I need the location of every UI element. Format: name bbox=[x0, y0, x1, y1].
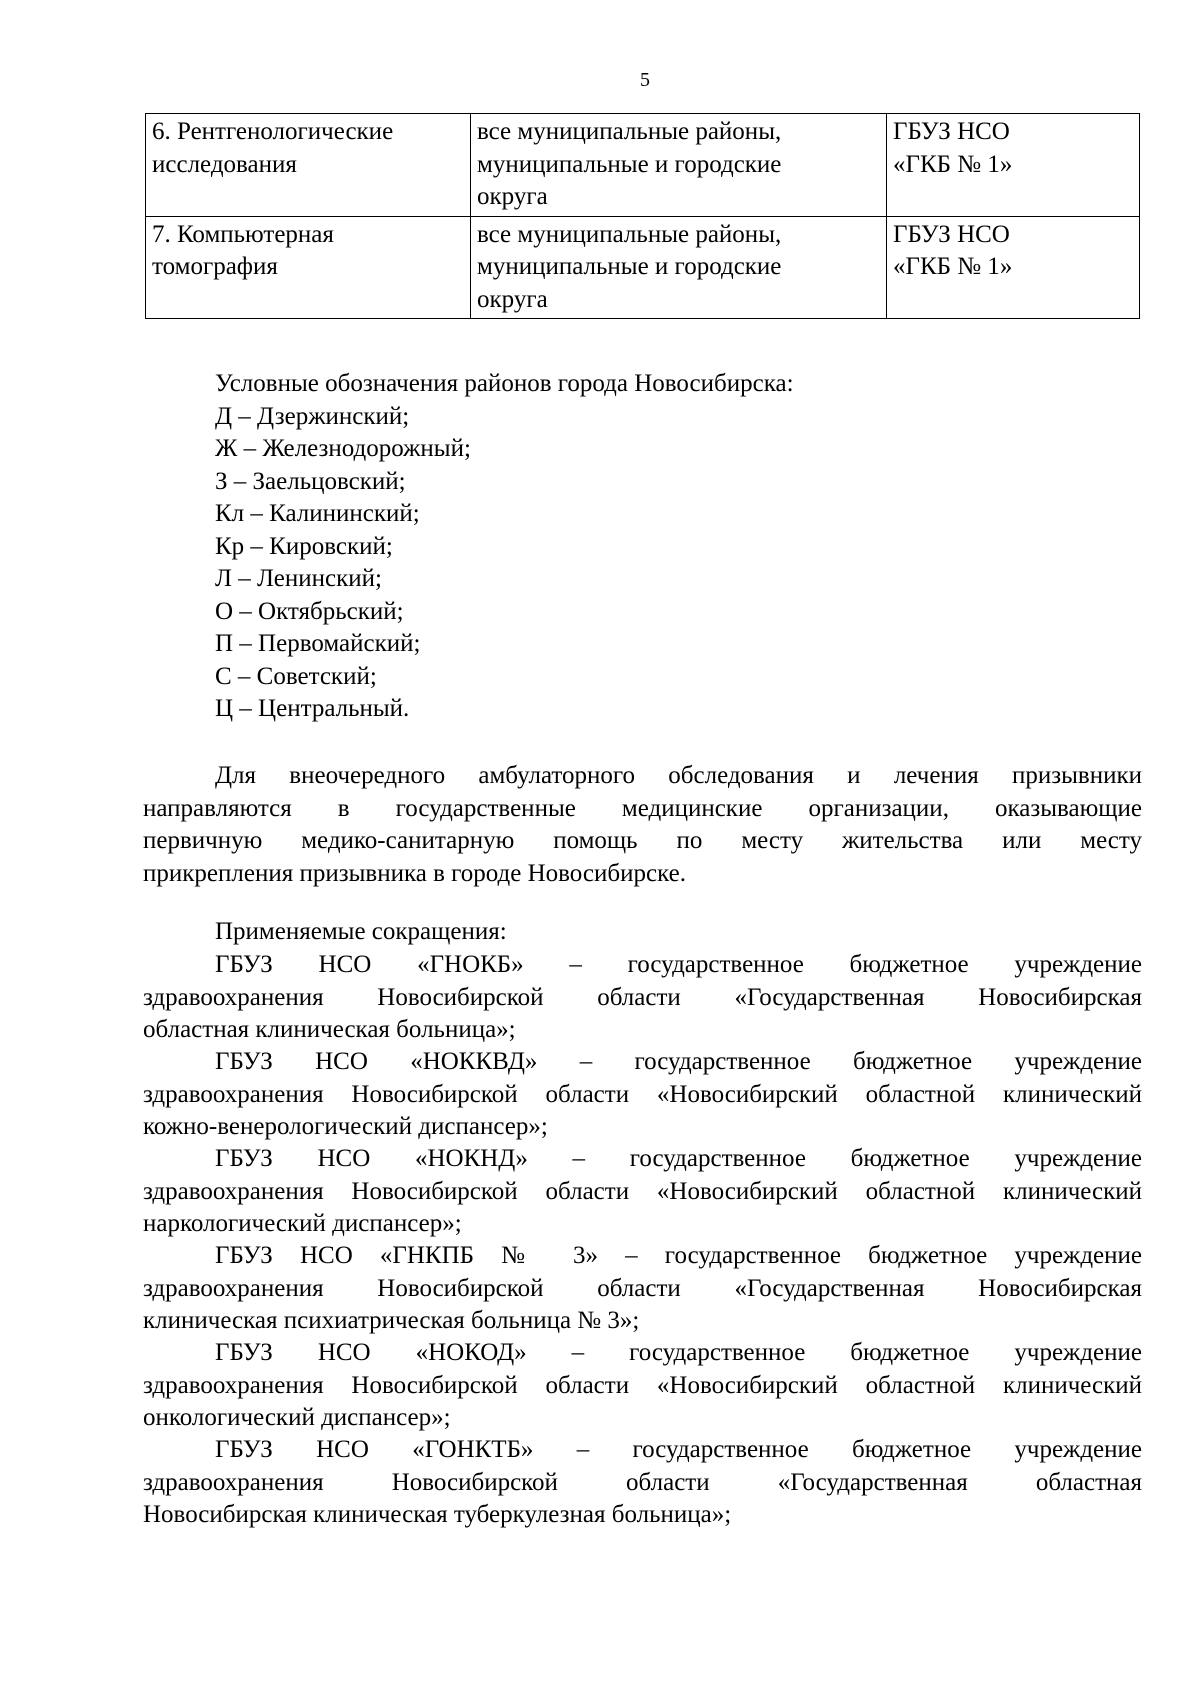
abbreviation-line: ГБУЗ НСО «НОККВД» – государственное бюджетное учреждение bbox=[215, 1048, 1142, 1075]
abbreviation-line: кожно-венерологический диспансер»; bbox=[143, 1113, 548, 1140]
institution-cell bbox=[887, 114, 1140, 217]
abbreviation-entry bbox=[143, 1143, 1142, 1241]
table-row bbox=[146, 114, 1140, 217]
areas-cell bbox=[471, 216, 887, 319]
abbreviation-line: клиническая психиатрическая больница № 3»; bbox=[143, 1307, 640, 1334]
cell-text: «ГКБ № 1» bbox=[893, 150, 1013, 178]
legend-item: С – Советский; bbox=[215, 662, 377, 690]
abbreviation-line: здравоохранения Новосибирской области «Новосибирский областной клинический bbox=[143, 1371, 1142, 1399]
district-legend bbox=[215, 368, 794, 726]
services-table bbox=[145, 113, 1140, 319]
legend-item: Д – Дзержинский; bbox=[215, 402, 410, 430]
abbreviation-line: онкологический диспансер»; bbox=[143, 1404, 451, 1431]
abbreviation-line: областная клиническая больница»; bbox=[143, 1016, 516, 1043]
abbreviations-title: Применяемые сокращения: bbox=[215, 918, 507, 945]
abbreviation-entry bbox=[143, 1434, 1142, 1532]
paragraph-line: первичную медико-санитарную помощь по месту жительства или месту bbox=[143, 827, 1142, 854]
cell-text: ГБУЗ НСО bbox=[893, 220, 1010, 248]
abbreviation-line: Новосибирская клиническая туберкулезная больница»; bbox=[143, 1501, 732, 1528]
service-cell bbox=[146, 114, 471, 217]
abbreviation-entry bbox=[143, 949, 1142, 1047]
cell-text: исследования bbox=[152, 150, 297, 178]
abbreviation-line: наркологический диспансер»; bbox=[143, 1210, 462, 1237]
institution-cell bbox=[887, 216, 1140, 319]
legend-item: З – Заельцовский; bbox=[215, 467, 406, 495]
cell-text: 6. Рентгенологические bbox=[152, 118, 394, 145]
cell-text: все муниципальные районы, bbox=[477, 118, 782, 145]
legend-item: О – Октябрьский; bbox=[215, 597, 404, 625]
abbreviation-line: здравоохранения Новосибирской области «Новосибирский областной клинический bbox=[143, 1177, 1142, 1205]
abbreviation-line: здравоохранения Новосибирской области «Государственная областная bbox=[143, 1468, 1142, 1496]
referral-paragraph bbox=[143, 760, 1142, 890]
abbreviation-entry bbox=[143, 1337, 1142, 1435]
abbreviation-line: здравоохранения Новосибирской области «Государственная Новосибирская bbox=[143, 1274, 1142, 1302]
abbreviation-entry bbox=[143, 1240, 1142, 1338]
abbreviation-line: ГБУЗ НСО «ГНОКБ» – государственное бюджетное учреждение bbox=[215, 951, 1142, 978]
cell-text: округа bbox=[477, 285, 548, 313]
legend-item: Ж – Железнодорожный; bbox=[215, 435, 471, 462]
paragraph-line: направляются в государственные медицинские организации, оказывающие bbox=[143, 794, 1142, 822]
page-number: 5 bbox=[640, 69, 650, 91]
legend-title: Условные обозначения районов города Новосибирска: bbox=[215, 370, 794, 397]
abbreviation-line: ГБУЗ НСО «ГНКПБ № 3» – государственное бюджетное учреждение bbox=[215, 1242, 1142, 1269]
cell-text: ГБУЗ НСО bbox=[893, 118, 1010, 145]
legend-item: Ц – Центральный. bbox=[215, 695, 410, 722]
abbreviation-line: ГБУЗ НСО «ГОНКТБ» – государственное бюджетное учреждение bbox=[215, 1436, 1142, 1463]
legend-item: Кр – Кировский; bbox=[215, 532, 393, 560]
cell-text: муниципальные и городские bbox=[477, 150, 782, 178]
service-cell bbox=[146, 216, 471, 319]
legend-item: П – Первомайский; bbox=[215, 630, 421, 657]
cell-text: «ГКБ № 1» bbox=[893, 253, 1013, 280]
cell-text: все муниципальные районы, bbox=[477, 220, 782, 248]
cell-text: муниципальные и городские bbox=[477, 253, 782, 280]
paragraph-line: Для внеочередного амбулаторного обследования и лечения призывники bbox=[215, 762, 1142, 789]
abbreviation-line: здравоохранения Новосибирской области «Государственная Новосибирская bbox=[143, 983, 1142, 1011]
cell-text: 7. Компьютерная bbox=[152, 220, 334, 248]
abbreviation-line: ГБУЗ НСО «НОКОД» – государственное бюджетное учреждение bbox=[215, 1339, 1142, 1366]
areas-cell bbox=[471, 114, 887, 217]
abbreviation-line: здравоохранения Новосибирской области «Новосибирский областной клинический bbox=[143, 1080, 1142, 1108]
cell-text: томография bbox=[152, 253, 278, 280]
paragraph-line: прикрепления призывника в городе Новосибирске. bbox=[143, 859, 686, 887]
legend-item: Л – Ленинский; bbox=[215, 565, 382, 592]
legend-item: Кл – Калининский; bbox=[215, 500, 420, 527]
table-row bbox=[146, 216, 1140, 319]
abbreviation-entry bbox=[143, 1046, 1142, 1144]
abbreviation-line: ГБУЗ НСО «НОКНД» – государственное бюджетное учреждение bbox=[215, 1145, 1142, 1172]
cell-text: округа bbox=[477, 183, 548, 210]
